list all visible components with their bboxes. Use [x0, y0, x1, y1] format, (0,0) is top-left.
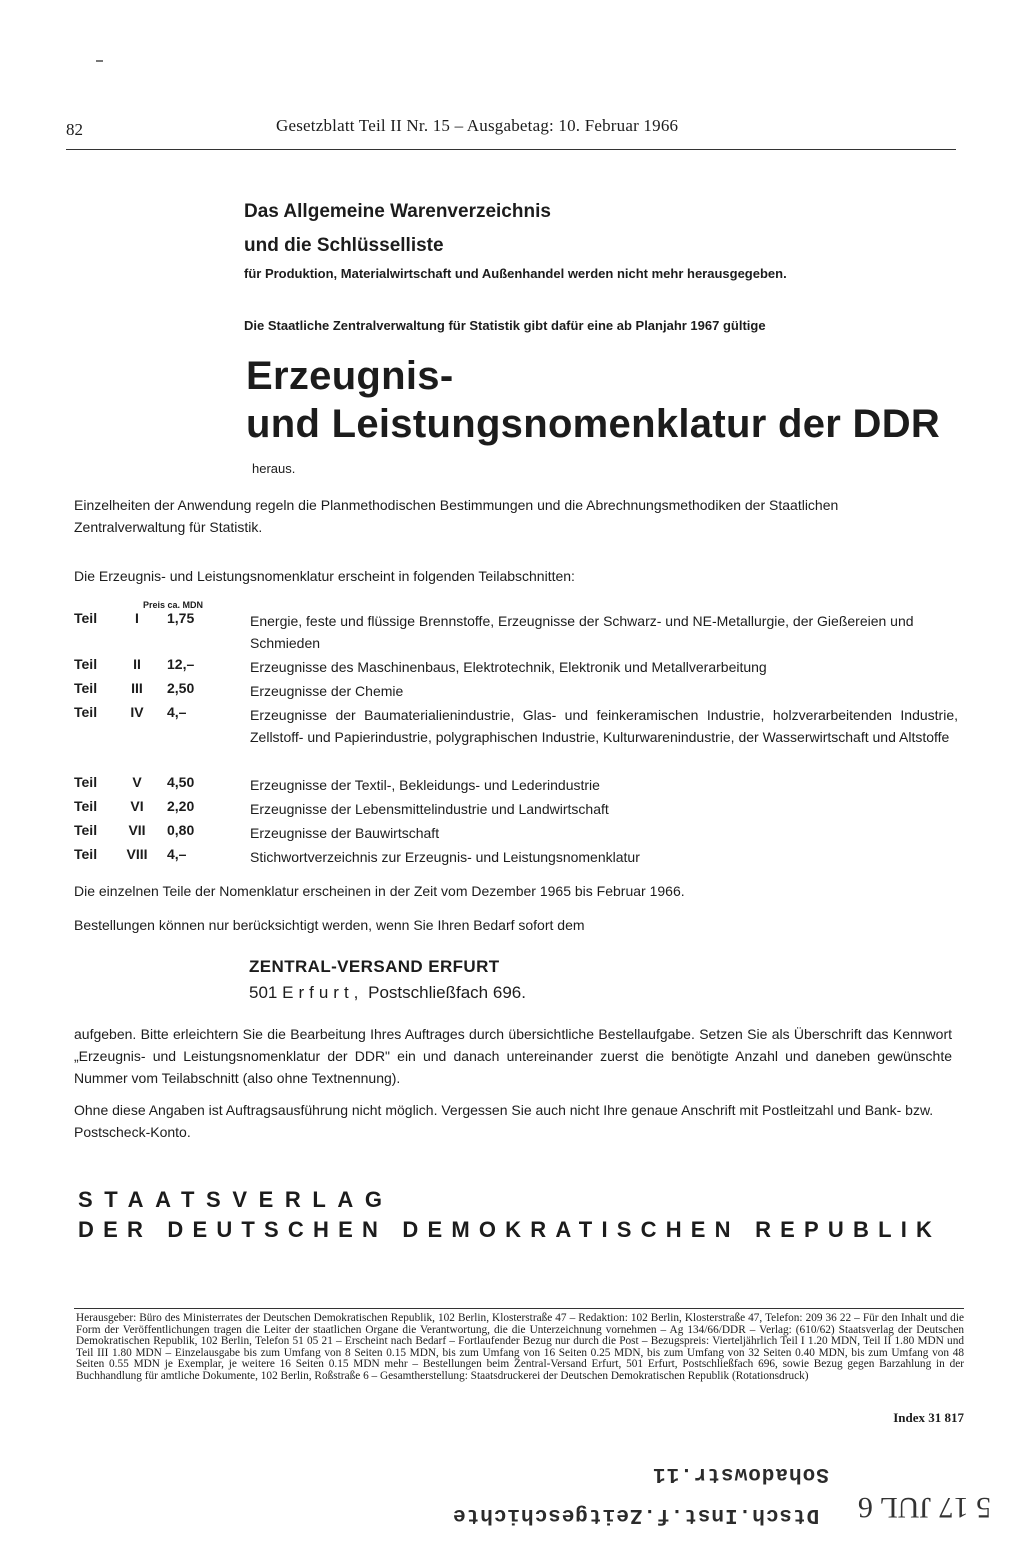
table-row	[74, 798, 958, 822]
part-label: Teil	[74, 680, 98, 696]
part-price: 12,–	[167, 656, 195, 672]
vendor-name: ZENTRAL-VERSAND ERFURT	[249, 957, 500, 976]
publication-dates: Die einzelnen Teile der Nomenklatur erscheinen in der Zeit vom Dezember 1965 bis Februar 1966.	[74, 883, 685, 899]
order-instruction: Bestellungen können nur berücksichtigt werden, wenn Sie Ihren Bedarf sofort dem	[74, 917, 585, 933]
part-number: IV	[130, 704, 144, 720]
notice-heading-line1: Das Allgemeine Warenverzeichnis	[244, 201, 551, 222]
table-row	[74, 680, 958, 704]
notice-heading-line2: und die Schlüsselliste	[244, 235, 444, 256]
publisher-statement: Die Staatliche Zentralverwaltung für Statistik gibt dafür eine ab Planjahr 1967 gültige	[244, 318, 766, 333]
part-price: 4,–	[167, 846, 187, 862]
part-price: 2,50	[167, 680, 195, 696]
part-description: Erzeugnisse des Maschinenbaus, Elektrotechnik, Elektronik und Metallverarbeitung	[250, 659, 767, 675]
table-row	[74, 774, 958, 798]
imprint-block: Herausgeber: Büro des Ministerrates der Deutschen Demokratischen Republik, 102 Berlin, Klosterstraße 47 – Redaktion: 102 Berlin, Klosterstraße 47, Telefon: 209 36 22 – Für den Inhalt und die Form der Veröffentlichungen tragen die Leiter der staatlichen Organe die Verantwortung, die die Unterzeichnung vornehmen – Ag 134/66/DDR – Verlag: (610/62) Staatsverlag der Deutschen Demokratischen Republik, 102 Berlin, Telefon 51 05 21 – Erscheint nach Bedarf – Fortlaufender Bezug nur durch die Post – Bezugspreis: Vierteljährlich Teil I 1.20 MDN, Teil II 1.80 MDN und Teil III 1.80 MDN – Einzelausgabe bis zum Umfang von 8 Seiten 0.15 MDN, bis zum Umfang von 16 Seiten 0.25 MDN, bis zum Umfang von 32 Seiten 0.40 MDN, bis zum Umfang von 48 Seiten 0.55 MDN je Exemplar, je weitere 16 Seiten 0.15 MDN mehr – Bestellungen beim Zentral-Versand Erfurt, 501 Erfurt, Postschließfach 696, sowie Bezug gegen Barzahlung in der Buchhandlung für amtliche Dokumente, 102 Berlin, Roßstraße 6 – Gesamtherstellung: Staatsdruckerei der Deutschen Demokratischen Republik (Rotationsdruck)	[76, 1312, 964, 1382]
publisher-name-line1: STAATSVERLAG	[78, 1187, 394, 1212]
intro-paragraph: Einzelheiten der Anwendung regeln die Planmethodischen Bestimmungen und die Abrechnungsmethodiken der Staatlichen Zentralverwaltung für Statistik.	[74, 497, 839, 535]
part-description: Erzeugnisse der Chemie	[250, 683, 404, 699]
title-line1: Erzeugnis-	[246, 354, 454, 398]
part-label: Teil	[74, 822, 98, 838]
part-label: Teil	[74, 704, 98, 720]
page-number: 82	[66, 120, 83, 139]
table-row	[74, 610, 958, 654]
table-row	[74, 704, 958, 772]
price-column-header: Preis ca. MDN	[143, 600, 204, 610]
part-description: Stichwortverzeichnis zur Erzeugnis- und Leistungsnomenklatur	[250, 849, 640, 865]
vendor-postcode: 501	[249, 983, 278, 1002]
part-label: Teil	[74, 846, 98, 862]
part-number: VI	[130, 798, 144, 814]
title-line2: und Leistungsnomenklatur der DDR	[246, 402, 941, 446]
closing-paragraph: Ohne diese Angaben ist Auftragsausführung nicht möglich. Vergessen Sie auch nicht Ihre genaue Anschrift mit Postleitzahl und Bank- bzw. Postscheck-Konto.	[74, 1102, 934, 1140]
part-price: 1,75	[167, 610, 195, 626]
part-description: Erzeugnisse der Lebensmittelindustrie und Landwirtschaft	[250, 801, 609, 817]
vendor-postbox: Postschließfach 696.	[368, 983, 526, 1002]
title-suffix: heraus.	[252, 461, 296, 476]
running-head: Gesetzblatt Teil II Nr. 15 – Ausgabetag: 10. Februar 1966	[276, 116, 679, 135]
part-price: 0,80	[167, 822, 195, 838]
scan-speck	[96, 60, 103, 62]
part-price: 4,50	[167, 774, 195, 790]
header-rule	[66, 149, 956, 150]
part-price: 2,20	[167, 798, 195, 814]
part-label: Teil	[74, 656, 98, 672]
library-stamp-institute: Dtsch.Inst.f.Zeitgeschichte	[452, 1503, 820, 1526]
part-number: II	[133, 656, 141, 672]
table-row	[74, 656, 958, 680]
instructions-paragraph: aufgeben. Bitte erleichtern Sie die Bearbeitung Ihres Auftrages durch übersichtliche Bestellaufgabe. Setzen Sie als Überschrift das Kennwort „Erzeugnis- und Leistungsnomenklatur der DDR" ein und danach untereinander zuerst die benötigte Anzahl und daneben gewünschte Nummer vom Teilabschnitt (also ohne Textnennung).	[74, 1026, 952, 1086]
part-price: 4,–	[167, 704, 187, 720]
vendor-address	[249, 983, 526, 1003]
publisher-name-line2: DER DEUTSCHEN DEMOKRATISCHEN REPUBLIK	[78, 1217, 942, 1242]
part-description: Erzeugnisse der Baumaterialienindustrie, Glas- und feinkeramischen Industrie, holzverarbeitenden Industrie, Zellstoff- und Papierindustrie, polygraphischen Industrie, Kulturwarenindustrie, der Wasserwirtschaft und Altstoffe	[250, 707, 958, 745]
library-stamp-date: 5 17 JUL 6	[858, 1491, 992, 1524]
footer-rule	[74, 1308, 964, 1309]
table-row	[74, 822, 958, 846]
part-number: III	[131, 680, 143, 696]
part-label: Teil	[74, 774, 98, 790]
part-description: Erzeugnisse der Bauwirtschaft	[250, 825, 440, 841]
library-stamp-address: Sohadowstr.11	[652, 1462, 829, 1485]
part-number: VIII	[126, 846, 148, 862]
part-description: Erzeugnisse der Textil-, Bekleidungs- und Lederindustrie	[250, 777, 600, 793]
table-row	[74, 846, 958, 870]
notice-subline: für Produktion, Materialwirtschaft und Außenhandel werden nicht mehr herausgegeben.	[244, 266, 787, 281]
part-label: Teil	[74, 610, 98, 626]
part-description: Energie, feste und flüssige Brennstoffe, Erzeugnisse der Schwarz- und NE-Metallurgie, der Gießereien und Schmieden	[250, 613, 914, 651]
part-number: V	[132, 774, 142, 790]
parts-intro: Die Erzeugnis- und Leistungsnomenklatur erscheint in folgenden Teilabschnitten:	[74, 568, 575, 584]
parts-table	[74, 610, 958, 870]
part-number: VII	[128, 822, 146, 838]
vendor-city: Erfurt,	[282, 983, 364, 1002]
part-label: Teil	[74, 798, 98, 814]
index-label: Index 31 817	[887, 1410, 964, 1426]
part-number: I	[135, 610, 139, 626]
